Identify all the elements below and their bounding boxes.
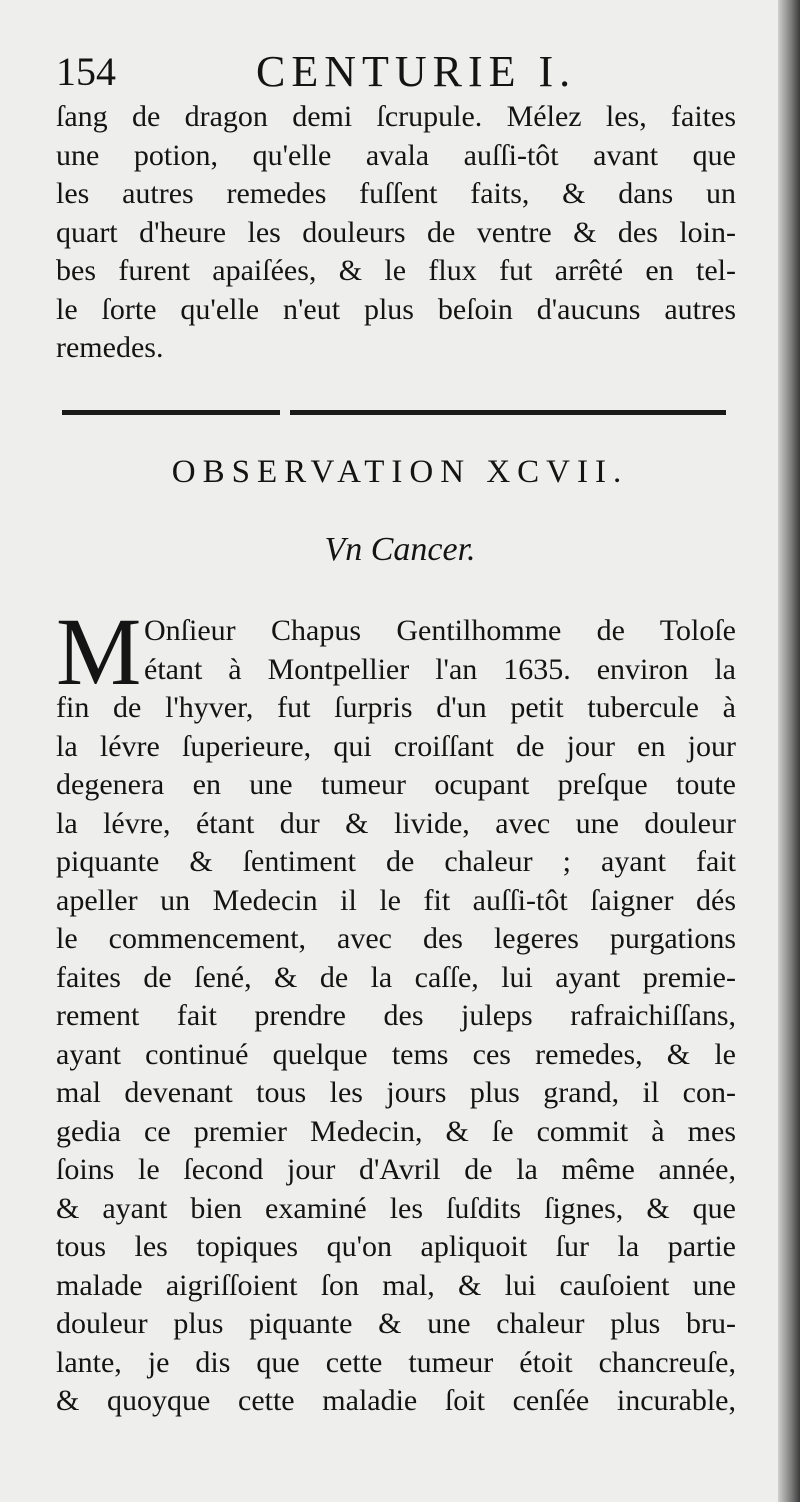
- text-line: piquante & ſentiment de chaleur ; ayant fait: [56, 845, 736, 878]
- text-line: tous les topiques qu'on apliquoit ſur la partie: [56, 1230, 736, 1263]
- observation-heading: OBSERVATION XCVII.: [171, 454, 629, 490]
- text-line: gedia ce premier Medecin, & ſe commit à mes: [56, 1114, 736, 1148]
- section-divider-left: [62, 410, 280, 415]
- text-line: malade aigriſſoient ſon mal, & lui cauſoient une: [56, 1268, 736, 1302]
- running-title: CENTURIE I.: [256, 47, 577, 96]
- section-divider-right: [290, 410, 726, 415]
- text-line: apeller un Medecin il le fit auſſi-tôt ſaigner dés: [56, 883, 736, 917]
- page-number: 154: [56, 49, 116, 94]
- observation-body: [56, 598, 736, 1421]
- text-line: lante, je dis que cette tumeur étoit chancreuſe,: [56, 1345, 736, 1379]
- continued-paragraph: [56, 98, 736, 368]
- text-line: la lévre ſuperieure, qui croiſſant de jour en jour: [56, 729, 736, 763]
- text-line: les autres remedes fuſſent faits, & dans un: [56, 177, 736, 210]
- page-header: [56, 44, 736, 100]
- text-line: quart d'heure les douleurs de ventre & des loin-: [56, 215, 736, 249]
- text-line: faites de ſené, & de la caſſe, lui ayant premie-: [56, 960, 736, 994]
- text-line: ſoins le ſecond jour d'Avril de la même année,: [56, 1153, 736, 1186]
- text-line: le ſorte qu'elle n'eut plus beſoin d'aucuns autres: [56, 292, 736, 326]
- text-line: la lévre, étant dur & livide, avec une douleur: [56, 806, 736, 840]
- text-line: & quoyque cette maladie ſoit cenſée incurable,: [56, 1384, 736, 1417]
- text-line: mal devenant tous les jours plus grand, il con-: [56, 1076, 736, 1109]
- text-line: & ayant bien examiné les ſuſdits ſignes, & que: [56, 1191, 736, 1225]
- text-line: ayant continué quelque tems ces remedes, & le: [56, 1037, 736, 1071]
- drop-cap: M: [56, 598, 142, 705]
- text-line: une potion, qu'elle avala auſſi-tôt avant que: [56, 138, 736, 172]
- text-line: remedes.: [56, 331, 164, 364]
- text-line: étant à Montpellier l'an 1635. environ la: [144, 652, 736, 686]
- text-line: le commencement, avec des legeres purgations: [56, 922, 736, 955]
- text-line: fin de l'hyver, fut ſurpris d'un petit tubercule à: [56, 691, 736, 724]
- text-line: degenera en une tumeur ocupant preſque toute: [56, 768, 736, 801]
- observation-subtitle: Vn Cancer.: [324, 531, 476, 568]
- text-line: bes furent apaiſées, & le flux fut arrêté en tel-: [56, 254, 736, 287]
- text-line: ſang de dragon demi ſcrupule. Mélez les, faites: [56, 100, 736, 133]
- text-line: Onſieur Chapus Gentilhomme de Toloſe: [144, 614, 736, 647]
- text-line: rement fait prendre des juleps rafraichiſſans,: [56, 999, 736, 1032]
- book-gutter-shadow: [778, 0, 800, 1502]
- text-line: douleur plus piquante & une chaleur plus bru-: [56, 1307, 736, 1340]
